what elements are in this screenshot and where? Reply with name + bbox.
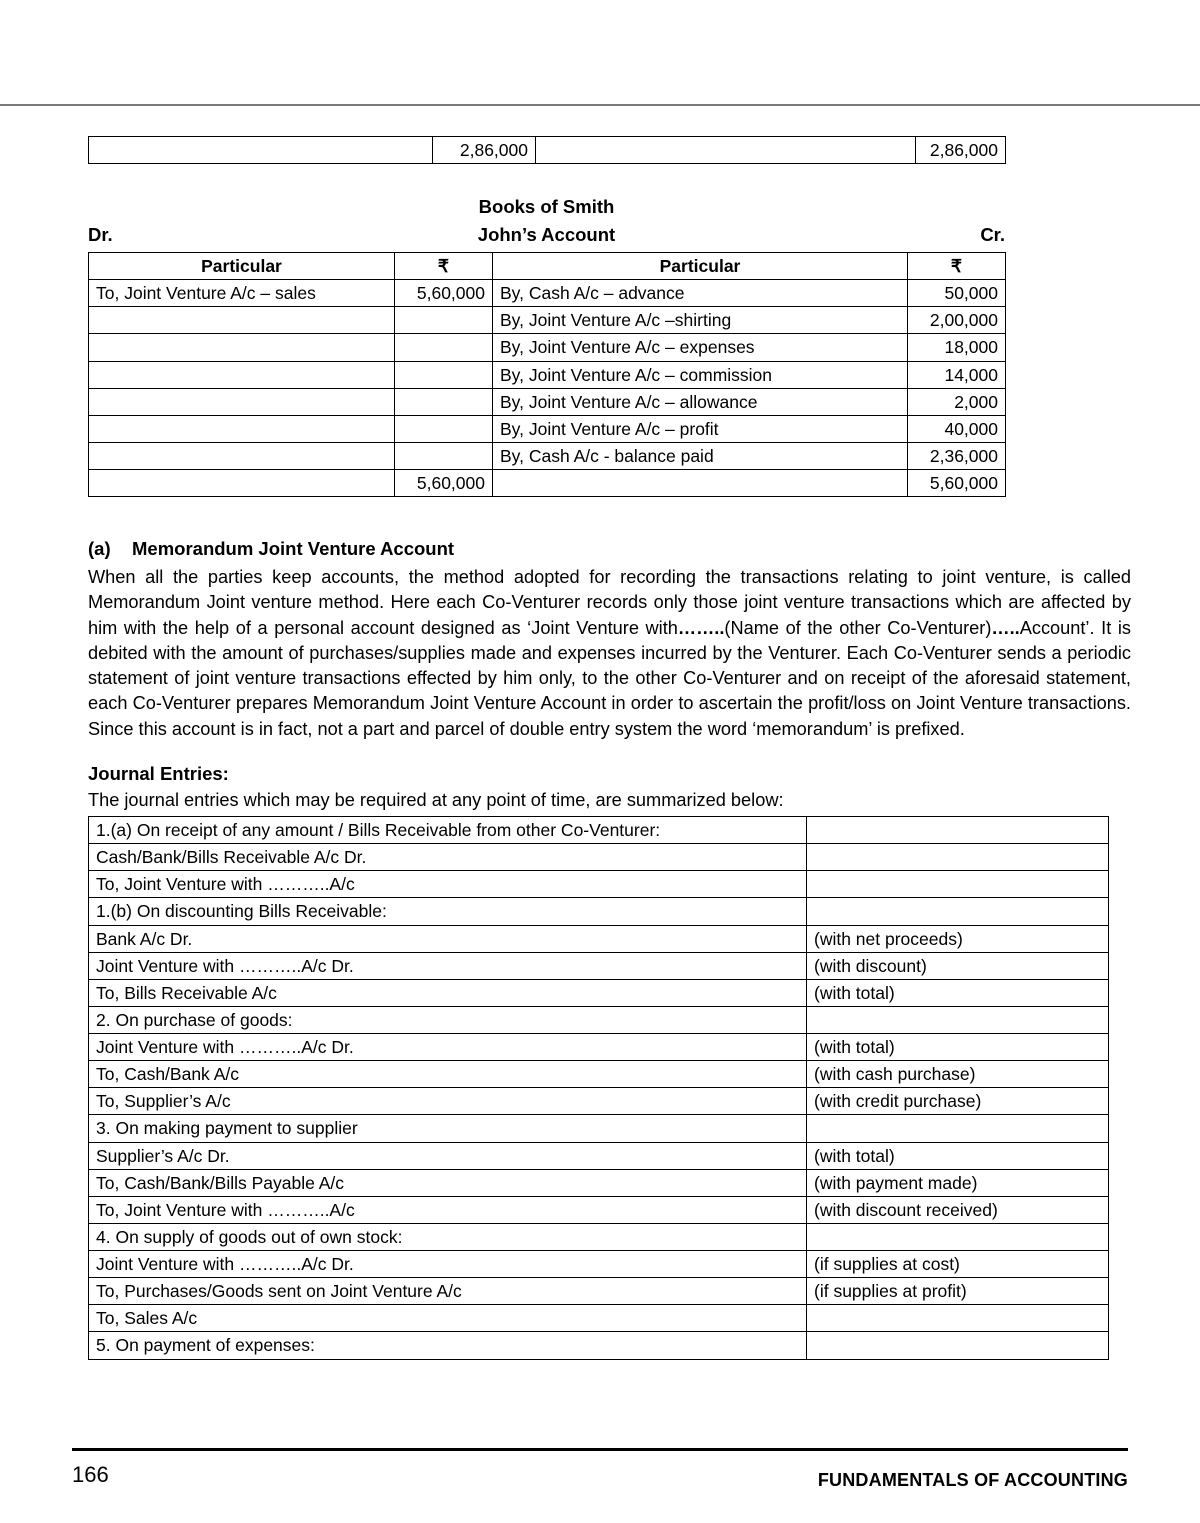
journal-entry-note: (with total) [807, 1142, 1109, 1169]
journal-entry-text: Bank A/c Dr. [89, 925, 807, 952]
journal-entry-text: 1.(a) On receipt of any amount / Bills Receivable from other Co-Venturer: [89, 817, 807, 844]
journal-entry-note [807, 1332, 1109, 1359]
ledger-right-particular: By, Joint Venture A/c – profit [493, 415, 908, 442]
table-row [89, 1251, 1109, 1278]
ledger-left-particular [89, 307, 395, 334]
ledger-header-right-particular: Particular [493, 253, 908, 280]
ledger-left-particular [89, 415, 395, 442]
journal-entry-text: 1.(b) On discounting Bills Receivable: [89, 898, 807, 925]
journal-entries-heading: Journal Entries: [88, 763, 229, 784]
journal-entry-note: (with cash purchase) [807, 1061, 1109, 1088]
cont-left-amount: 2,86,000 [433, 137, 536, 164]
table-row [89, 844, 1109, 871]
journal-entry-note: (with discount) [807, 952, 1109, 979]
table-row [89, 1332, 1109, 1359]
table-row [89, 361, 1006, 388]
ledger-right-amount: 40,000 [908, 415, 1006, 442]
table-row [89, 1115, 1109, 1142]
ledger-left-amount: 5,60,000 [395, 280, 493, 307]
ledger-right-particular: By, Joint Venture A/c – allowance [493, 388, 908, 415]
journal-entry-text: Cash/Bank/Bills Receivable A/c Dr. [89, 844, 807, 871]
journal-entry-text: To, Cash/Bank A/c [89, 1061, 807, 1088]
ledger-right-particular: By, Joint Venture A/c – expenses [493, 334, 908, 361]
table-row [89, 1088, 1109, 1115]
ledger-right-amount: 50,000 [908, 280, 1006, 307]
table-row [89, 307, 1006, 334]
table-row [89, 137, 1006, 164]
journal-entry-note: (if supplies at cost) [807, 1251, 1109, 1278]
ledger-right-particular: By, Joint Venture A/c – commission [493, 361, 908, 388]
journal-entry-note: (with total) [807, 1034, 1109, 1061]
ledger-left-amount [395, 361, 493, 388]
ledger-header-row [89, 253, 1006, 280]
table-row [89, 871, 1109, 898]
books-of-title: Books of Smith [478, 196, 615, 217]
journal-entry-text: 3. On making payment to supplier [89, 1115, 807, 1142]
cr-label: Cr. [980, 224, 1005, 245]
ledger-right-amount: 2,00,000 [908, 307, 1006, 334]
table-row [89, 1223, 1109, 1250]
ledger-right-particular: By, Cash A/c - balance paid [493, 442, 908, 469]
table-row [89, 1034, 1109, 1061]
ledger-heading-row [88, 224, 1005, 246]
account-title: John’s Account [477, 224, 616, 245]
journal-entry-note: (with credit purchase) [807, 1088, 1109, 1115]
continuation-totals-table [88, 136, 1006, 164]
table-row [89, 1142, 1109, 1169]
table-row [89, 1196, 1109, 1223]
ledger-left-amount [395, 307, 493, 334]
journal-entry-note: (with net proceeds) [807, 925, 1109, 952]
header-rule [0, 104, 1200, 106]
ledger-left-particular: To, Joint Venture A/c – sales [89, 280, 395, 307]
ledger-left-particular [89, 442, 395, 469]
ledger-left-amount [395, 388, 493, 415]
journal-entry-text: To, Supplier’s A/c [89, 1088, 807, 1115]
table-row [89, 898, 1109, 925]
journal-entries-subtitle: The journal entries which may be required at any point of time, are summarized below: [88, 790, 784, 810]
journal-entry-text: To, Bills Receivable A/c [89, 979, 807, 1006]
johns-account-ledger-table [88, 252, 1006, 497]
journal-entry-text: Joint Venture with ………..A/c Dr. [89, 1251, 807, 1278]
ledger-header-left-amount: ₹ [395, 253, 493, 280]
ledger-left-amount [395, 415, 493, 442]
section-marker: (a) [88, 538, 111, 559]
table-row [89, 1169, 1109, 1196]
table-row [89, 1006, 1109, 1033]
table-row [89, 925, 1109, 952]
ledger-left-particular [89, 334, 395, 361]
journal-entry-note [807, 1006, 1109, 1033]
ledger-left-particular [89, 361, 395, 388]
journal-entry-text: To, Joint Venture with ………..A/c [89, 871, 807, 898]
journal-entry-text: 2. On purchase of goods: [89, 1006, 807, 1033]
ledger-right-particular: By, Cash A/c – advance [493, 280, 908, 307]
journal-entry-text: 4. On supply of goods out of own stock: [89, 1223, 807, 1250]
table-row [89, 1278, 1109, 1305]
table-row [89, 979, 1109, 1006]
ledger-left-particular [89, 388, 395, 415]
journal-entry-text: Joint Venture with ………..A/c Dr. [89, 1034, 807, 1061]
ledger-right-amount: 2,000 [908, 388, 1006, 415]
table-row [89, 334, 1006, 361]
table-row [89, 415, 1006, 442]
cont-right-amount: 2,86,000 [916, 137, 1006, 164]
journal-entry-note [807, 1223, 1109, 1250]
table-row [89, 470, 1006, 497]
ledger-left-amount: 5,60,000 [395, 470, 493, 497]
page-number: 166 [72, 1462, 109, 1487]
ledger-right-particular [493, 470, 908, 497]
ledger-right-amount: 5,60,000 [908, 470, 1006, 497]
journal-entry-note [807, 871, 1109, 898]
section-paragraph: When all the parties keep accounts, the method adopted for recording the transactions relating to joint venture, is called Memorandum Joint venture method. Here each Co-Venturer records only those joint venture transactions which are affected by him with the help of a personal account designed as ‘Joint Venture with……..(Name of the other Co-Venturer)…..Account’. It is debited with the amount of purchases/supplies made and expenses incurred by the Venturer. Each Co-Venturer sends a periodic statement of joint venture transactions effected by him only, to the other Co-Venturer and on receipt of the aforesaid statement, each Co-Venturer prepares Memorandum Joint Venture Account in order to ascertain the profit/loss on Joint Venture transactions. Since this account is in fact, not a part and parcel of double entry system the word ‘memorandum’ is prefixed. [88, 567, 1131, 739]
journal-entry-text: Joint Venture with ………..A/c Dr. [89, 952, 807, 979]
journal-entry-text: To, Cash/Bank/Bills Payable A/c [89, 1169, 807, 1196]
ledger-body [89, 253, 1006, 497]
journal-entry-text: To, Sales A/c [89, 1305, 807, 1332]
table-row [89, 1061, 1109, 1088]
journal-entry-note: (if supplies at profit) [807, 1278, 1109, 1305]
footer-rule [72, 1448, 1128, 1451]
ledger-right-particular: By, Joint Venture A/c –shirting [493, 307, 908, 334]
dr-label: Dr. [88, 224, 113, 245]
journal-entry-note [807, 844, 1109, 871]
table-row [89, 952, 1109, 979]
cont-left-particular [89, 137, 433, 164]
ledger-right-amount: 18,000 [908, 334, 1006, 361]
journal-entry-note [807, 1115, 1109, 1142]
table-row [89, 442, 1006, 469]
journal-entry-text: To, Joint Venture with ………..A/c [89, 1196, 807, 1223]
table-row [89, 817, 1109, 844]
cont-right-particular [536, 137, 916, 164]
table-row [89, 388, 1006, 415]
ledger-header-right-amount: ₹ [908, 253, 1006, 280]
journal-entries-table [88, 816, 1109, 1360]
ledger-right-amount: 2,36,000 [908, 442, 1006, 469]
ledger-left-amount [395, 334, 493, 361]
journal-entry-note [807, 817, 1109, 844]
table-row [89, 280, 1006, 307]
journal-entry-note: (with discount received) [807, 1196, 1109, 1223]
journal-entry-note: (with total) [807, 979, 1109, 1006]
footer-title: FUNDAMENTALS OF ACCOUNTING [817, 1470, 1128, 1490]
ledger-left-amount [395, 442, 493, 469]
journal-entry-text: To, Purchases/Goods sent on Joint Venture A/c [89, 1278, 807, 1305]
journal-entry-text: Supplier’s A/c Dr. [89, 1142, 807, 1169]
journal-entry-text: 5. On payment of expenses: [89, 1332, 807, 1359]
journal-body [89, 817, 1109, 1360]
ledger-left-particular [89, 470, 395, 497]
journal-entry-note [807, 898, 1109, 925]
journal-entry-note: (with payment made) [807, 1169, 1109, 1196]
section-heading-text: Memorandum Joint Venture Account [132, 538, 455, 559]
journal-entry-note [807, 1305, 1109, 1332]
ledger-header-left-particular: Particular [89, 253, 395, 280]
table-row [89, 1305, 1109, 1332]
section-heading [88, 538, 454, 560]
ledger-right-amount: 14,000 [908, 361, 1006, 388]
